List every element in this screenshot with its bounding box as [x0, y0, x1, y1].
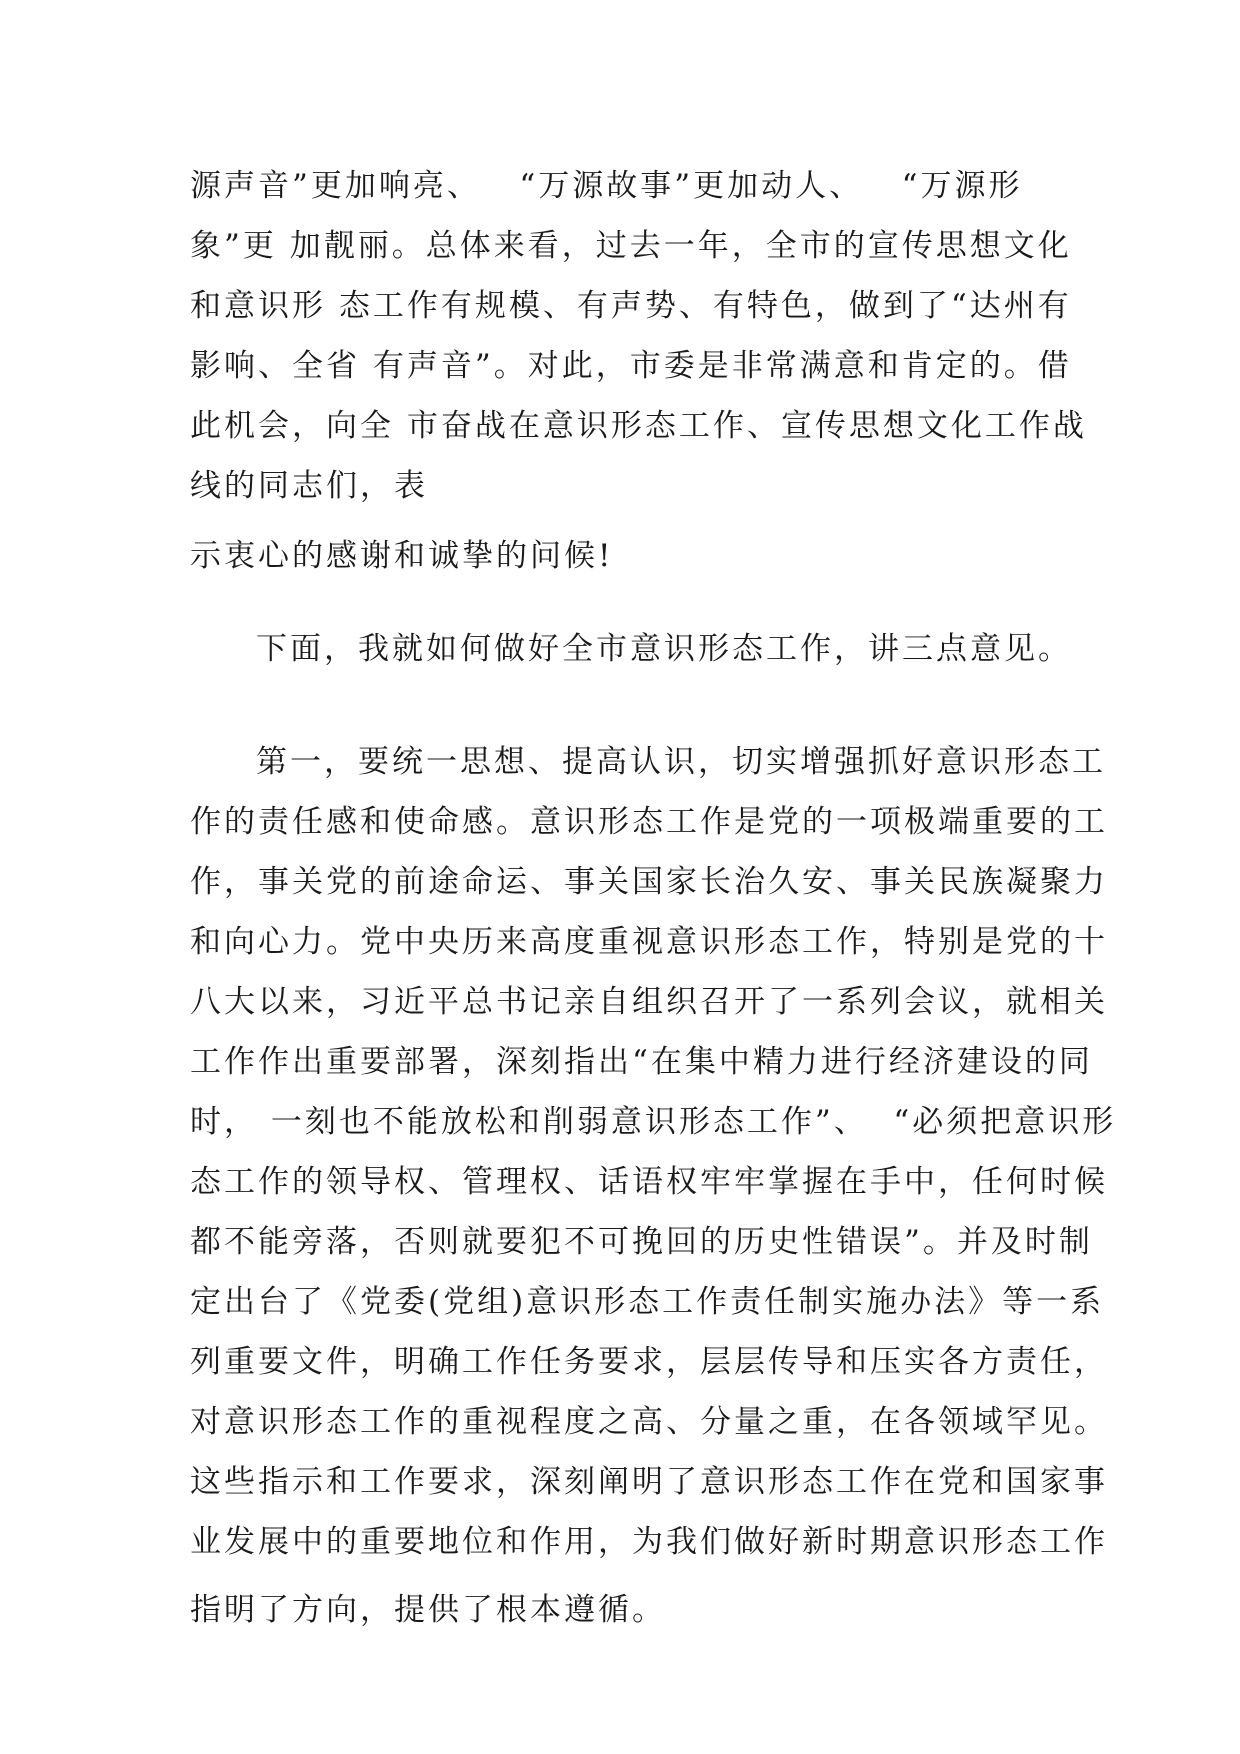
text-line: 这些指示和工作要求，深刻阐明了意识形态工作在党和国家事 — [190, 1464, 1108, 1500]
text-line: 业发展中的重要地位和作用，为我们做好新时期意识形态工作 — [190, 1524, 1108, 1560]
text-line: 列重要文件，明确工作任务要求，层层传导和压实各方责任， — [190, 1344, 1108, 1380]
text-line: 第一，要统一思想、提高认识，切实增强抓好意识形态工 — [256, 744, 1106, 780]
text-line: 和意识形 态工作有规模、有声势、有特色，做到了“达州有 — [190, 288, 1072, 324]
text-line: 和向心力。党中央历来高度重视意识形态工作，特别是党的十 — [190, 924, 1108, 960]
text-line: 都不能旁落，否则就要犯不可挽回的历史性错误”。并及时制 — [190, 1224, 1093, 1260]
text-line: 作的责任感和使命感。意识形态工作是党的一项极端重要的工 — [190, 804, 1108, 840]
text-line: 作，事关党的前途命运、事关国家长治久安、事关民族凝聚力 — [190, 864, 1108, 900]
text-line: 象”更 加靓丽。总体来看，过去一年，全市的宣传思想文化 — [190, 228, 1072, 264]
text-line: 对意识形态工作的重视程度之高、分量之重，在各领域罕见。 — [190, 1404, 1108, 1440]
text-line: 时， 一刻也不能放松和削弱意识形态工作”、 “必须把意识形 — [190, 1104, 1117, 1140]
text-line: 示衷心的感谢和诚挚的问候! — [190, 538, 614, 574]
text-line: 指明了方向，提供了根本遵循。 — [190, 1592, 666, 1628]
text-line: 源声音”更加响亮、 “万源故事”更加动人、 “万源形 — [190, 168, 1023, 204]
text-line: 下面，我就如何做好全市意识形态工作，讲三点意见。 — [256, 631, 1072, 667]
text-line: 影响、全省 有声音”。对此，市委是非常满意和肯定的。借 — [190, 348, 1072, 384]
text-line: 工作作出重要部署，深刻指出“在集中精力进行经济建设的同 — [190, 1044, 1093, 1080]
text-line: 此机会，向全 市奋战在意识形态工作、宣传思想文化工作战 — [190, 408, 1087, 444]
text-line: 定出台了《党委(党组)意识形态工作责任制实施办法》等一系 — [190, 1284, 1105, 1320]
text-line: 八大以来，习近平总书记亲自组织召开了一系列会议，就相关 — [190, 984, 1108, 1020]
text-line: 线的同志们，表 — [190, 468, 428, 504]
text-line: 态工作的领导权、管理权、话语权牢牢掌握在手中，任何时候 — [190, 1164, 1108, 1200]
